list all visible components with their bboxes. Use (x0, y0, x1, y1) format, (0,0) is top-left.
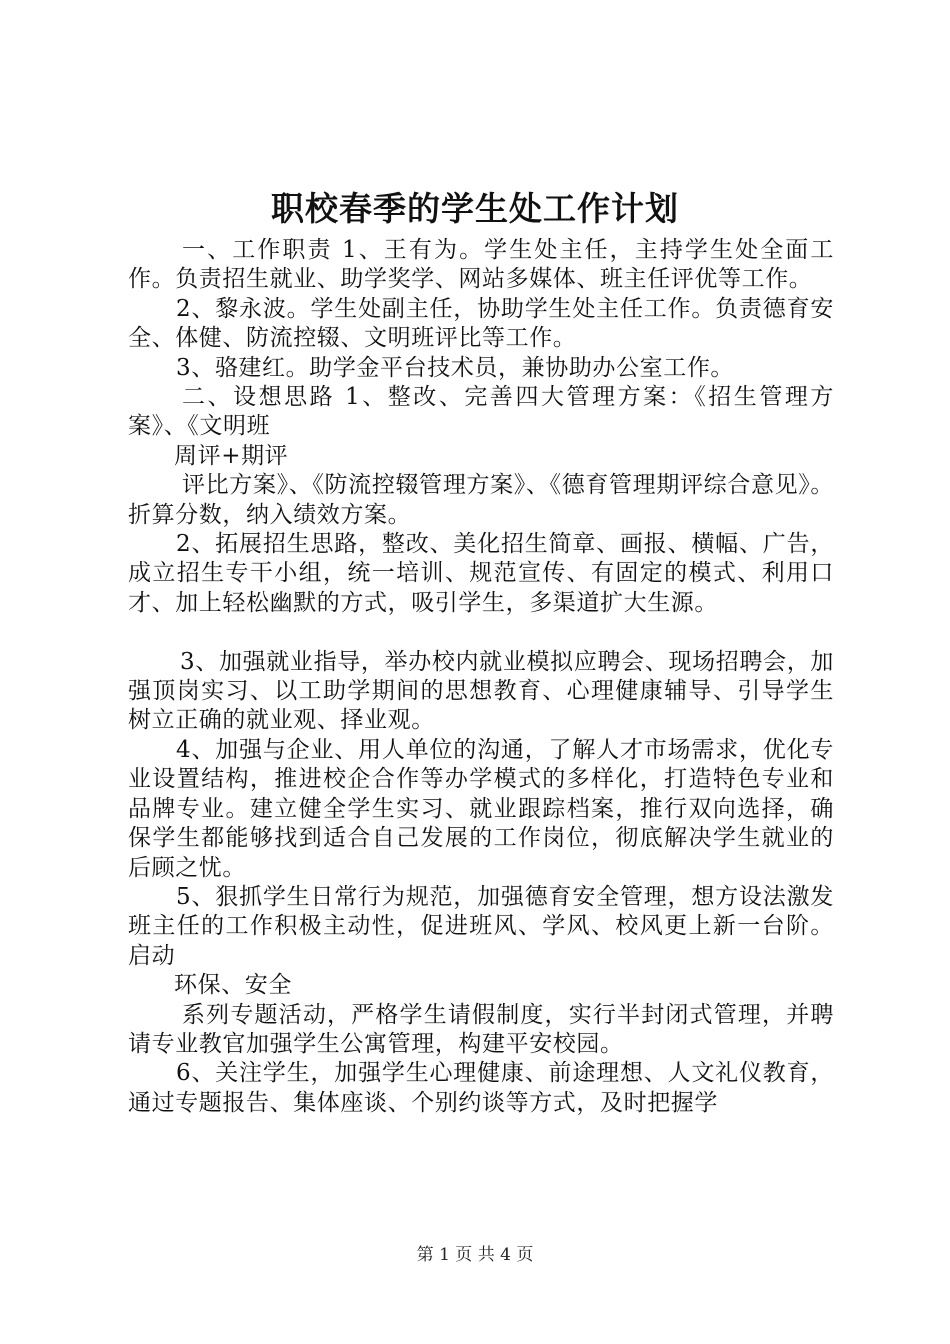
paragraph-duty-3: 3、骆建红。助学金平台技术员，兼协助办公室工作。 (176, 354, 735, 381)
document-body (128, 236, 834, 1118)
blank-line (128, 618, 834, 647)
paragraph-enrollment: 2、拓展招生思路，整改、美化招生简章、画报、横幅、广告，成立招生专干小组，统一培训、规范宣传、有固定的模式、利用口才、加上轻松幽默的方式，吸引学生，多渠道扩大生源。 (128, 531, 834, 616)
paragraph-employment-guidance: 3、加强就业指导，举办校内就业模拟应聘会、现场招聘会，加强顶岗实习、以工助学期间的思想教育、心理健康辅导、引导学生树立正确的就业观、择业观。 (128, 648, 834, 734)
paragraph-fragment-safety: 环保、安全 (174, 972, 292, 999)
paragraph-behavior-norms: 5、狠抓学生日常行为规范，加强德育安全管理，想方设法激发班主任的工作积极主动性，促进班风、学风、校风更上新一台阶。启动 (128, 883, 834, 969)
paragraph-duty-2: 2、黎永波。学生处副主任，协助学生处主任工作。负责德育安全、体健、防流控辍、文明班评比等工作。 (128, 295, 834, 352)
paragraph-plan-ideas: 二、设想思路 1、整改、完善四大管理方案：《招生管理方案》、《文明班 (128, 384, 834, 440)
paragraph-campaign: 系列专题活动，严格学生请假制度，实行半封闭式管理，并聘请专业教官加强学生公寓管理，构建平安校园。 (128, 1001, 834, 1057)
paragraph-job-duties: 一、工作职责 1、王有为。学生处主任，主持学生处全面工作。负责招生就业、助学奖学、网站多媒体、班主任评优等工作。 (128, 237, 834, 293)
paragraph-enterprise-cooperation: 4、加强与企业、用人单位的沟通，了解人才市场需求，优化专业设置结构，推进校企合作等办学模式的多样化，打造特色专业和品牌专业。建立健全学生实习、就业跟踪档案，推行双向选择，确保学生都能够找到适合自己发展的工作岗位，彻底解决学生就业的后顾之忧。 (128, 736, 834, 881)
paragraph-fragment-weekly: 周评+期评 (174, 442, 289, 469)
document-title: 职校春季的学生处工作计划 (271, 189, 679, 228)
paragraph-student-care: 6、关注学生，加强学生心理健康、前途理想、人文礼仪教育，通过专题报告、集体座谈、个别约谈等方式，及时把握学 (128, 1060, 834, 1116)
paragraph-evaluation-plan: 评比方案》、《防流控辍管理方案》、《德育管理期评综合意见》。折算分数，纳入绩效方案。 (128, 472, 834, 528)
page-number-footer: 第 1 页 共 4 页 (416, 1245, 534, 1265)
